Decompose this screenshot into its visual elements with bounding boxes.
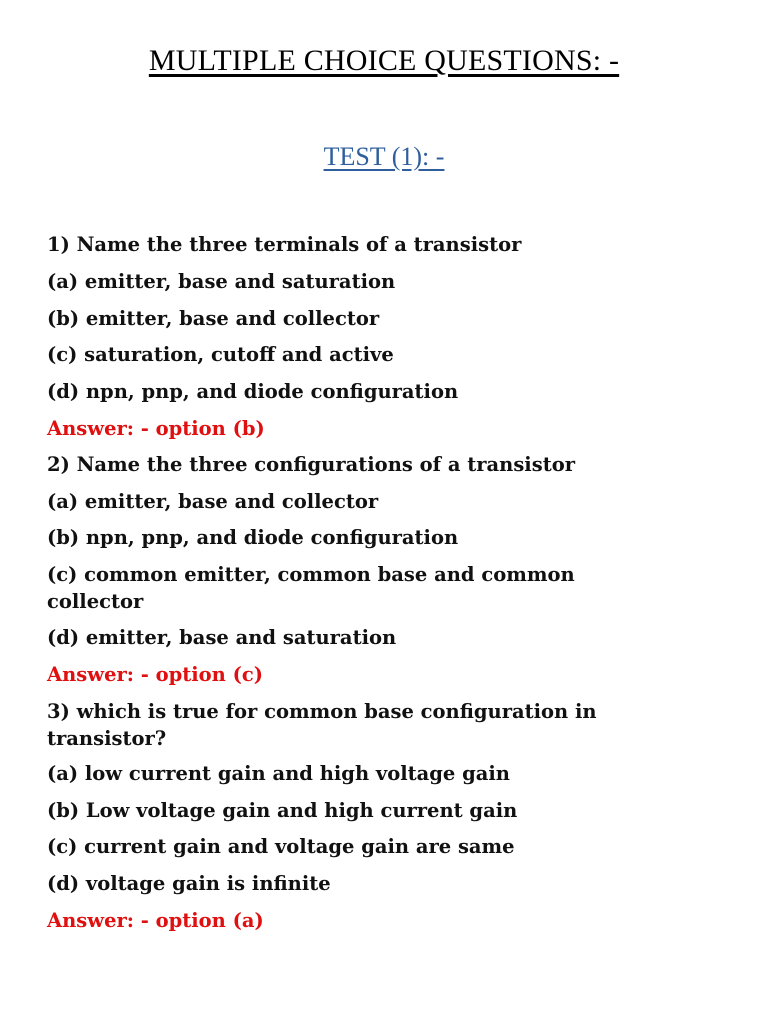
q2-option-c: (c) common emitter, common base and common collector xyxy=(47,563,575,613)
page-title: MULTIPLE CHOICE QUESTIONS: - xyxy=(148,44,620,77)
q2-option-d: (d) emitter, base and saturation xyxy=(47,626,397,649)
question-3: 3) which is true for common base configuration in transistor? xyxy=(47,700,597,750)
q3-option-a: (a) low current gain and high voltage gain xyxy=(47,762,510,785)
q2-option-a: (a) emitter, base and collector xyxy=(47,490,379,513)
q2-option-b: (b) npn, pnp, and diode configuration xyxy=(47,526,459,549)
q3-option-b: (b) Low voltage gain and high current gain xyxy=(47,799,518,822)
q3-answer: Answer: - option (a) xyxy=(47,909,264,932)
q3-option-c: (c) current gain and voltage gain are same xyxy=(47,835,515,858)
q1-option-b: (b) emitter, base and collector xyxy=(47,307,380,330)
test-heading: TEST (1): - xyxy=(323,142,445,171)
question-1: 1) Name the three terminals of a transistor xyxy=(47,233,522,256)
q1-answer: Answer: - option (b) xyxy=(47,417,265,440)
q1-option-d: (d) npn, pnp, and diode configuration xyxy=(47,380,459,403)
q1-option-c: (c) saturation, cutoff and active xyxy=(47,343,394,366)
question-2: 2) Name the three configurations of a transistor xyxy=(47,453,575,476)
q2-answer: Answer: - option (c) xyxy=(47,663,263,686)
q3-option-d: (d) voltage gain is infinite xyxy=(47,872,331,895)
q1-option-a: (a) emitter, base and saturation xyxy=(47,270,396,293)
